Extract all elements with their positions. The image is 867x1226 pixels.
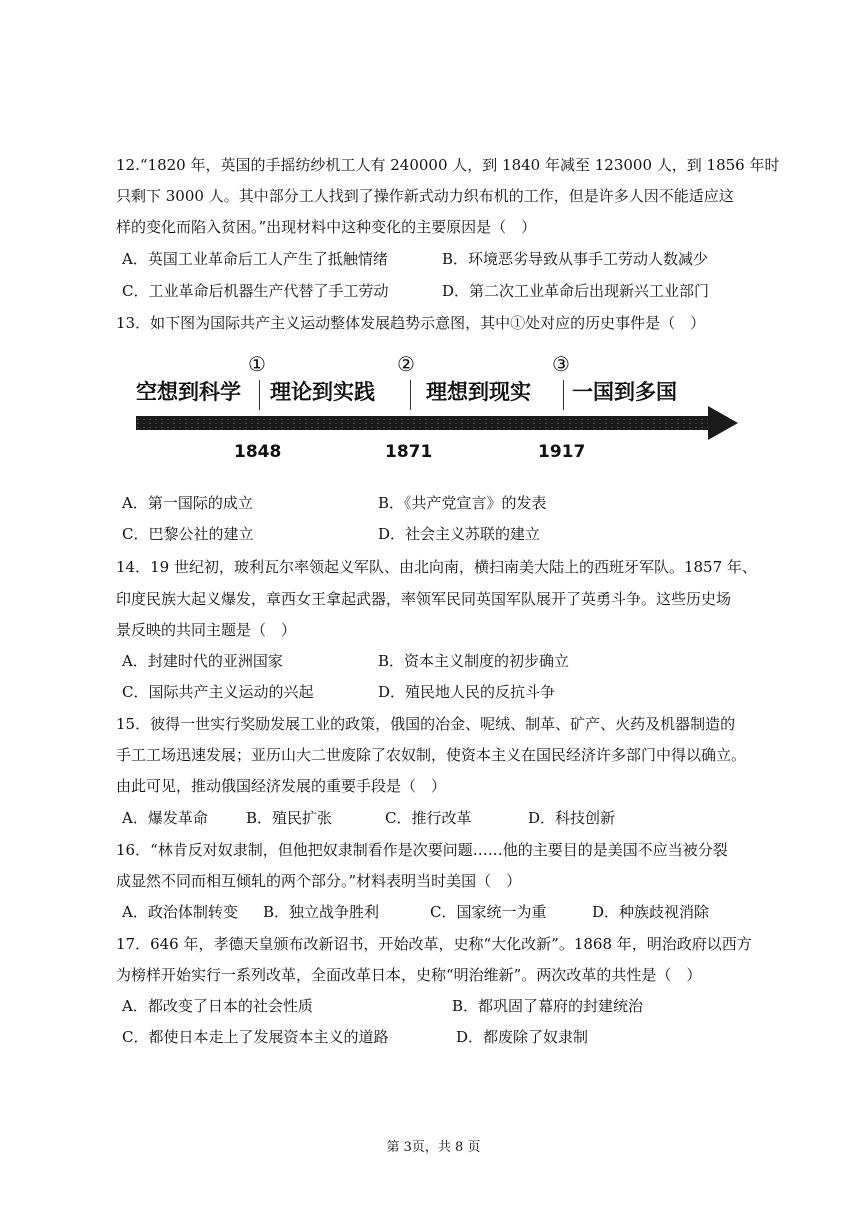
timeline-arrow [130, 406, 740, 442]
diagram-year-1: 1848 [234, 442, 282, 462]
q13-option-c: C．巴黎公社的建立 [122, 525, 254, 543]
q15-line-3: 由此可见，推动俄国经济发展的重要手段是（ ） [116, 777, 447, 795]
q14-line-3: 景反映的共同主题是（ ） [116, 621, 297, 639]
q17-option-b: B．都巩固了幕府的封建统治 [452, 997, 644, 1015]
q14-option-d: D．殖民地人民的反抗斗争 [378, 683, 556, 701]
q17-line-1: 17．646 年，孝德天皇颁布改新诏书，开始改革，史称“大化改新”。1868 年，明治政府以西方 [116, 935, 752, 953]
page-footer: 第 3页，共 8 页 [386, 1140, 481, 1155]
q16-option-c: C．国家统一为重 [430, 903, 547, 921]
q17-option-c: C．都使日本走上了发展资本主义的道路 [122, 1028, 389, 1046]
q15-line-1: 15．彼得一世实行奖励发展工业的政策，俄国的冶金、呢绒、制革、矿产、火药及机器制造的 [116, 715, 736, 733]
diagram-marker-2: ② [397, 352, 415, 376]
q17-option-d: D．都废除了奴隶制 [456, 1028, 589, 1046]
q14-option-a: A．封建时代的亚洲国家 [122, 652, 283, 670]
q12-option-a: A．英国工业革命后工人产生了抵触情绪 [122, 250, 388, 268]
q15-line-2: 手工工场迅速发展；亚历山大二世废除了农奴制，使资本主义在国民经济许多部门中得以确立。 [116, 746, 747, 764]
q15-option-a: A．爆发革命 [122, 809, 208, 827]
q17-line-2: 为榜样开始实行一系列改革，全面改革日本，史称“明治维新”。两次改革的共性是（ ） [116, 966, 702, 984]
q14-line-2: 印度民族大起义爆发，章西女王拿起武器，率领军民同英国军队展开了英勇斗争。这些历史场 [116, 590, 732, 608]
q12-line-3: 样的变化而陷入贫困。”出现材料中这种变化的主要原因是（ ） [116, 218, 537, 236]
diagram-year-3: 1917 [538, 442, 586, 462]
q16-line-2: 成显然不同而相互倾轧的两个部分。”材料表明当时美国（ ） [116, 872, 522, 890]
q13-option-b: B．《共产党宣言》的发表 [378, 494, 547, 512]
q15-option-c: C．推行改革 [385, 809, 472, 827]
q15-option-b: B．殖民扩张 [246, 809, 333, 827]
q12-option-d: D．第二次工业革命后出现新兴工业部门 [442, 282, 710, 300]
q12-line-2: 只剩下 3000 人。其中部分工人找到了操作新式动力织布机的工作，但是许多人因不能适应这 [116, 187, 734, 205]
q14-line-1: 14．19 世纪初，玻利瓦尔率领起义军队、由北向南，横扫南美大陆上的西班牙军队。1857 年、 [116, 558, 757, 576]
diagram-year-2: 1871 [385, 442, 433, 462]
q14-option-b: B．资本主义制度的初步确立 [378, 652, 570, 670]
q16-option-a: A．政治体制转变 [122, 903, 238, 921]
diagram-stage-1: 空想到科学 [136, 380, 241, 404]
q16-option-d: D．种族歧视消除 [592, 903, 710, 921]
q13-line-1: 13．如下图为国际共产主义运动整体发展趋势示意图，其中①处对应的历史事件是（ ） [116, 314, 706, 332]
q13-option-d: D．社会主义苏联的建立 [378, 525, 541, 543]
diagram-stage-3: 理想到现实 [426, 380, 531, 404]
diagram-stage-2: 理论到实践 [270, 380, 375, 404]
q12-line-1: 12.“1820 年，英国的手摇纺纱机工人有 240000 人，到 1840 年减至 123000 人，到 1856 年时 [116, 156, 780, 174]
q16-line-1: 16．“林肯反对奴隶制，但他把奴隶制看作是次要问题……他的主要目的是美国不应当被分裂 [116, 841, 728, 859]
diagram-stage-4: 一国到多国 [572, 380, 677, 404]
q12-option-b: B．环境恶劣导致从事手工劳动人数减少 [442, 250, 709, 268]
communist-movement-diagram [130, 350, 740, 470]
diagram-marker-3: ③ [552, 352, 570, 376]
diagram-marker-1: ① [248, 352, 266, 376]
q12-option-c: C．工业革命后机器生产代替了手工劳动 [122, 282, 389, 300]
q15-option-d: D．科技创新 [528, 809, 616, 827]
q16-option-b: B．独立战争胜利 [263, 903, 380, 921]
q13-option-a: A．第一国际的成立 [122, 494, 253, 512]
q14-option-c: C．国际共产主义运动的兴起 [122, 683, 314, 701]
q17-option-a: A．都改变了日本的社会性质 [122, 997, 313, 1015]
